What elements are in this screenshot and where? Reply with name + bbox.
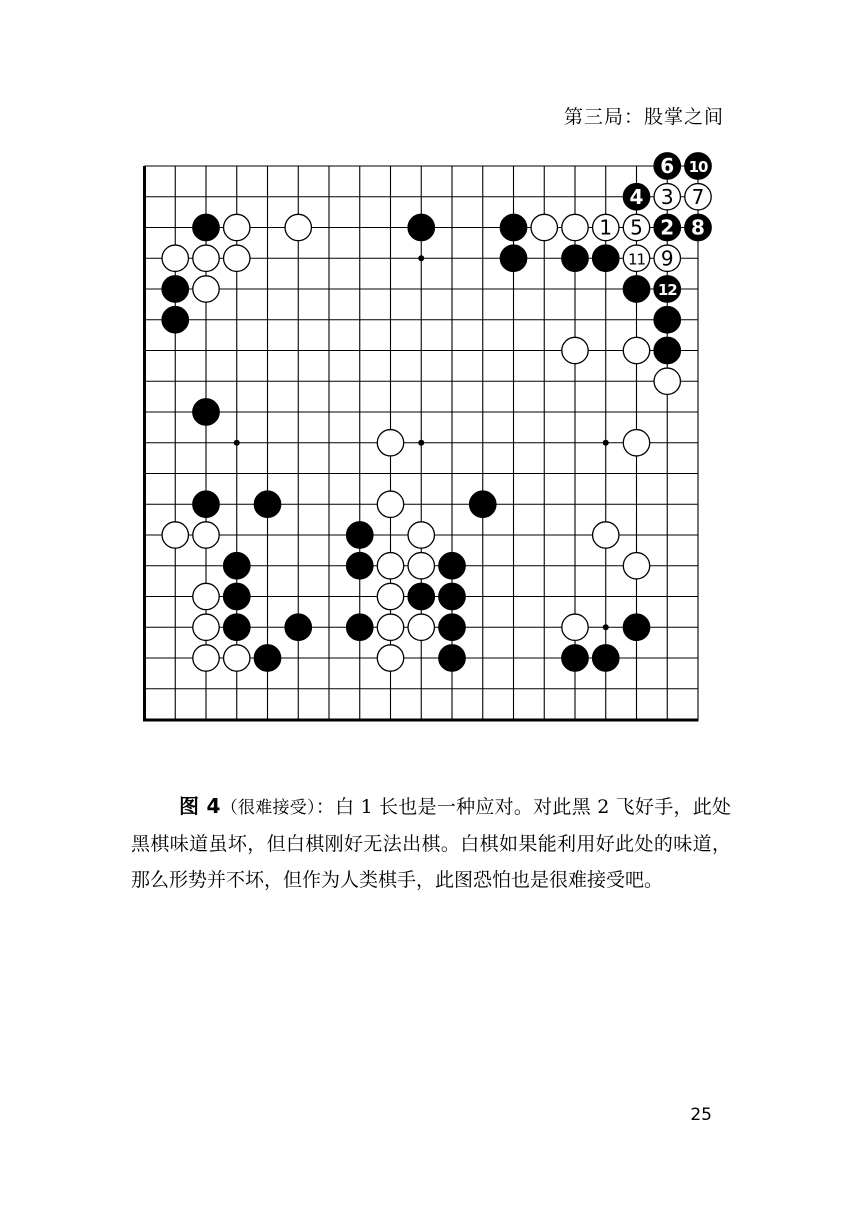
- black-stone: [500, 214, 526, 240]
- move-number-label: 6: [660, 154, 675, 178]
- black-stone: [562, 645, 588, 671]
- star-point: [603, 624, 609, 630]
- star-point: [234, 440, 240, 446]
- black-stone: [685, 153, 711, 179]
- black-stone: [439, 614, 465, 640]
- black-stone: [562, 245, 588, 271]
- star-point: [418, 255, 424, 261]
- white-stone: [593, 522, 619, 548]
- white-stone: [193, 645, 219, 671]
- caption-title: 图 4: [179, 794, 221, 818]
- black-stone: [347, 553, 373, 579]
- white-stone: [377, 583, 403, 609]
- move-number-label: 4: [629, 184, 644, 209]
- black-stone: [654, 153, 680, 179]
- white-stone: [623, 553, 649, 579]
- star-point: [603, 440, 609, 446]
- black-stone: [439, 583, 465, 609]
- white-stone: [623, 430, 649, 456]
- white-stone: [408, 522, 434, 548]
- black-stone: [254, 645, 280, 671]
- move-number-label: 5: [630, 215, 643, 240]
- black-stone: [224, 553, 250, 579]
- black-stone: [347, 614, 373, 640]
- white-stone: [562, 337, 588, 363]
- caption-body: ：白 1 长也是一种应对。对此黑 2 飞好手，此处黑棋味道虽坏，但白棋刚好无法出棋。白棋如果能利用好此处的味道，那么形势并不坏，但作为人类棋手，此图恐怕也是很难接受吧。: [131, 796, 731, 891]
- white-stone: [562, 214, 588, 240]
- white-stone: [193, 583, 219, 609]
- black-stone: [193, 491, 219, 517]
- black-stone: [654, 276, 680, 302]
- black-stone: [500, 245, 526, 271]
- black-stone: [623, 184, 649, 210]
- black-stone: [439, 553, 465, 579]
- white-stone: [193, 614, 219, 640]
- white-stone: [377, 553, 403, 579]
- black-stone: [285, 614, 311, 640]
- move-number-label: 11: [627, 250, 646, 269]
- black-stone: [224, 583, 250, 609]
- white-stone: [654, 245, 680, 271]
- black-stone: [193, 399, 219, 425]
- white-stone: [685, 184, 711, 210]
- white-stone: [623, 214, 649, 240]
- white-stone: [623, 337, 649, 363]
- white-stone: [285, 214, 311, 240]
- black-stone: [470, 491, 496, 517]
- white-stone: [377, 645, 403, 671]
- white-stone: [623, 245, 649, 271]
- move-number-label: 1: [599, 215, 613, 240]
- white-stone: [193, 522, 219, 548]
- white-stone: [654, 368, 680, 394]
- black-stone: [593, 245, 619, 271]
- black-stone: [254, 491, 280, 517]
- white-stone: [224, 214, 250, 240]
- black-stone: [162, 276, 188, 302]
- move-number-label: 12: [657, 281, 677, 299]
- black-stone: [654, 214, 680, 240]
- white-stone: [593, 214, 619, 240]
- white-stone: [377, 430, 403, 456]
- black-stone: [162, 307, 188, 333]
- white-stone: [162, 245, 188, 271]
- white-stone: [193, 276, 219, 302]
- move-number-label: 9: [660, 246, 674, 271]
- white-stone: [408, 553, 434, 579]
- diagram-caption: [131, 788, 731, 898]
- black-stone: [408, 214, 434, 240]
- black-stone: [593, 645, 619, 671]
- white-stone: [224, 645, 250, 671]
- star-point: [418, 440, 424, 446]
- black-stone: [347, 522, 373, 548]
- white-stone: [377, 614, 403, 640]
- black-stone: [654, 307, 680, 333]
- black-stone: [439, 645, 465, 671]
- black-stone: [408, 583, 434, 609]
- white-stone: [408, 614, 434, 640]
- white-stone: [193, 245, 219, 271]
- move-number-label: 2: [660, 215, 675, 240]
- white-stone: [377, 491, 403, 517]
- move-number-label: 3: [660, 184, 674, 209]
- white-stone: [162, 522, 188, 548]
- black-stone: [193, 214, 219, 240]
- white-stone: [531, 214, 557, 240]
- caption-subtitle: （很难接受）: [220, 798, 316, 818]
- move-number-label: 7: [691, 184, 705, 209]
- black-stone: [224, 614, 250, 640]
- black-stone: [623, 614, 649, 640]
- move-number-label: 10: [688, 158, 708, 176]
- white-stone: [654, 184, 680, 210]
- page-number: 25: [690, 1105, 712, 1125]
- white-stone: [224, 245, 250, 271]
- chapter-header: 第三局：股掌之间: [563, 106, 724, 128]
- black-stone: [685, 214, 711, 240]
- white-stone: [562, 614, 588, 640]
- move-number-label: 8: [691, 215, 705, 240]
- black-stone: [654, 337, 680, 363]
- black-stone: [623, 276, 649, 302]
